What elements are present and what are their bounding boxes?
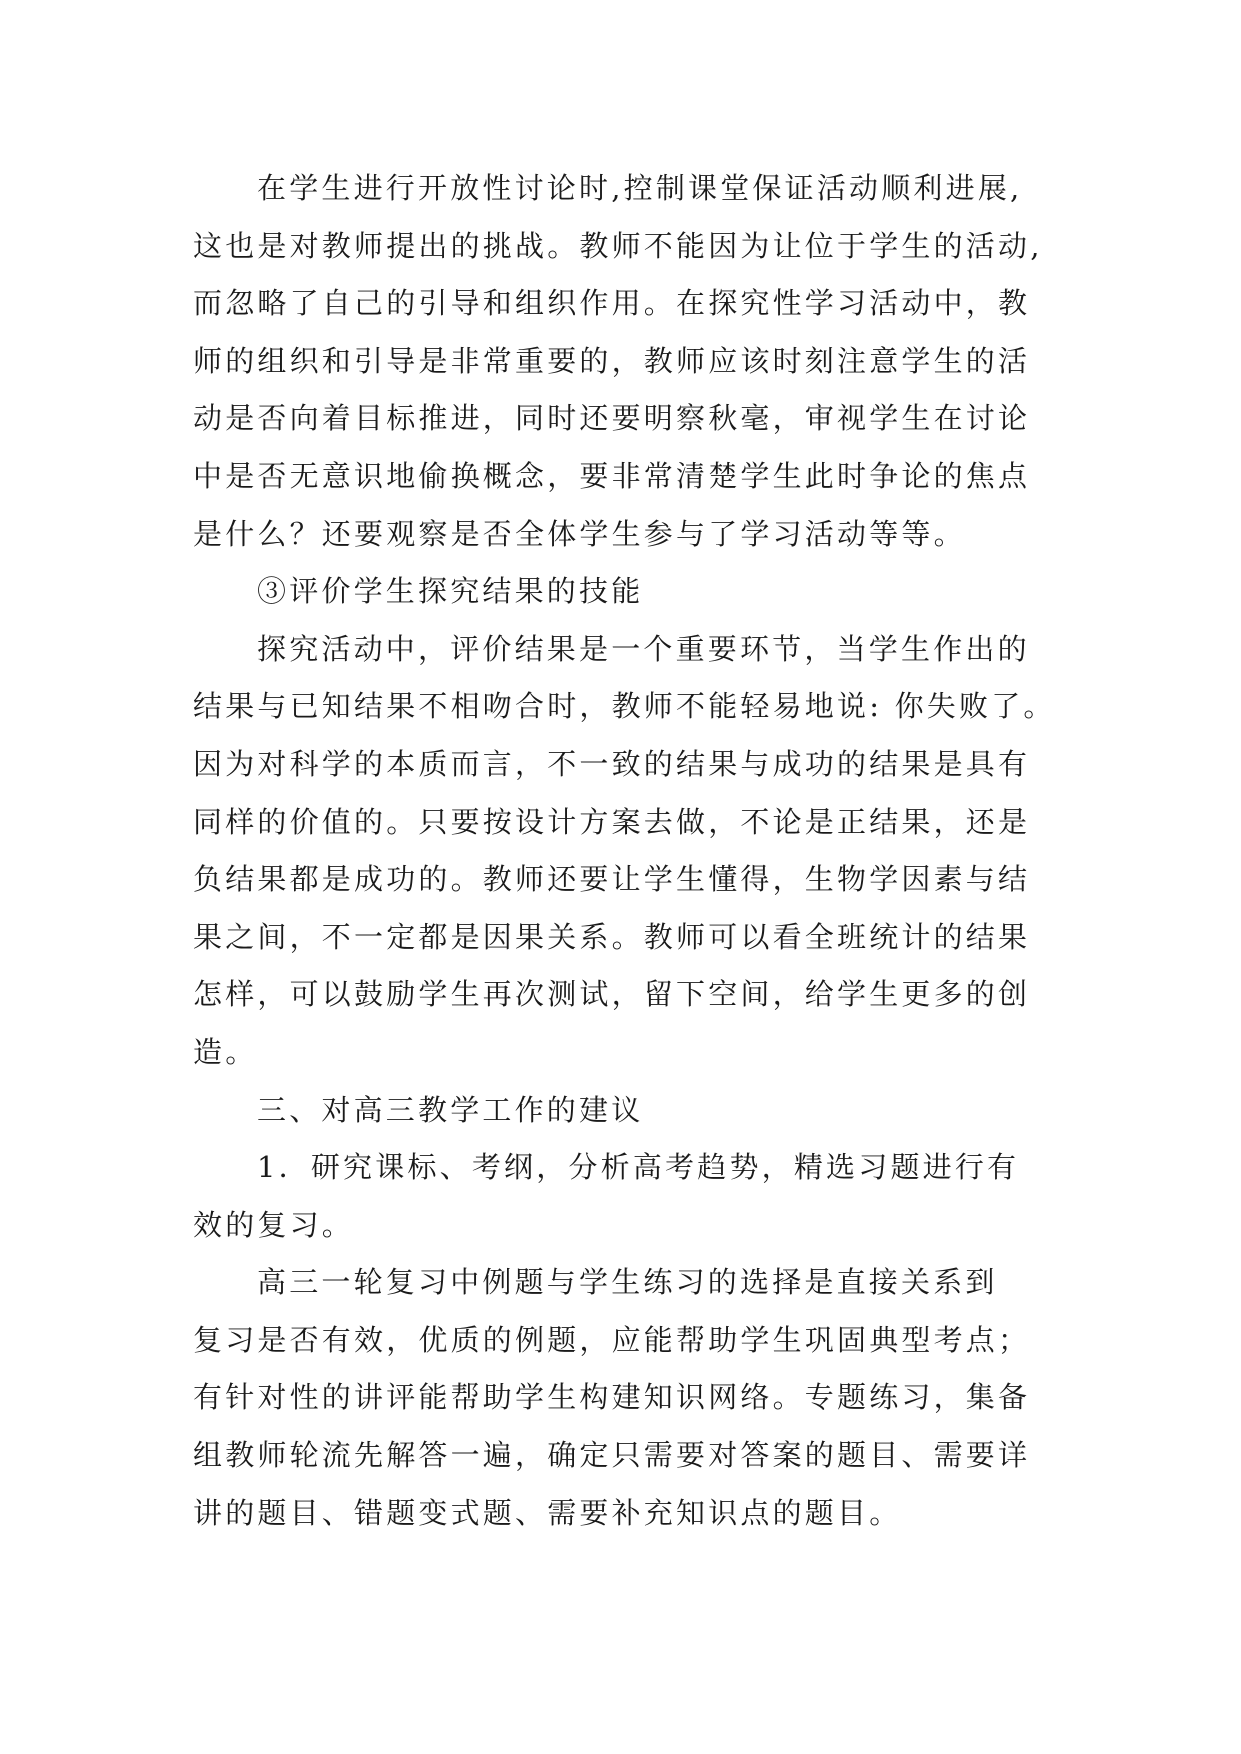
text-line: 果之间，不一定都是因果关系。教师可以看全班统计的结果 — [193, 919, 1031, 954]
text-line: 效的复习。 — [193, 1207, 355, 1242]
text-line: 结果与已知结果不相吻合时，教师不能轻易地说: 你失败了。 — [193, 689, 1056, 724]
text-line: 负结果都是成功的。教师还要让学生懂得，生物学因素与结 — [193, 862, 1031, 897]
section-heading: 三、对高三教学工作的建议 — [257, 1092, 644, 1127]
text-line: 是什么？还要观察是否全体学生参与了学习活动等等。 — [193, 516, 966, 551]
section-subheading: ③评价学生探究结果的技能 — [257, 574, 644, 609]
text-line: 中是否无意识地偷换概念，要非常清楚学生此时争论的焦点 — [193, 458, 1031, 493]
text-line: 造。 — [193, 1034, 258, 1069]
text-line: 而忽略了自己的引导和组织作用。在探究性学习活动中，教 — [193, 286, 1031, 321]
text-line: 组教师轮流先解答一遍，确定只需要对答案的题目、需要详 — [193, 1438, 1031, 1473]
text-line: 这也是对教师提出的挑战。教师不能因为让位于学生的活动, — [193, 228, 1043, 263]
text-line: 动是否向着目标推进，同时还要明察秋毫，审视学生在讨论 — [193, 401, 1031, 436]
text-line: 因为对科学的本质而言，不一致的结果与成功的结果是具有 — [193, 746, 1031, 781]
text-line: 同样的价值的。只要按设计方案去做，不论是正结果，还是 — [193, 804, 1031, 839]
text-line: 高三一轮复习中例题与学生练习的选择是直接关系到 — [257, 1265, 998, 1300]
text-line: 师的组织和引导是非常重要的，教师应该时刻注意学生的活 — [193, 343, 1031, 378]
body-text — [193, 160, 1073, 1542]
text-line: 怎样，可以鼓励学生再次测试，留下空间，给学生更多的创 — [193, 977, 1031, 1012]
text-line: 探究活动中，评价结果是一个重要环节，当学生作出的 — [257, 631, 1030, 666]
text-line: 讲的题目、错题变式题、需要补充知识点的题目。 — [193, 1495, 902, 1530]
numbered-item: 1．研究课标、考纲，分析高考趋势，精选习题进行有 — [257, 1150, 1020, 1185]
text-line: 复习是否有效，优质的例题，应能帮助学生巩固典型考点； — [193, 1322, 1031, 1357]
text-line: 在学生进行开放性讨论时,控制课堂保证活动顺利进展, — [257, 171, 1023, 205]
text-line: 有针对性的讲评能帮助学生构建知识网络。专题练习，集备 — [193, 1380, 1031, 1415]
